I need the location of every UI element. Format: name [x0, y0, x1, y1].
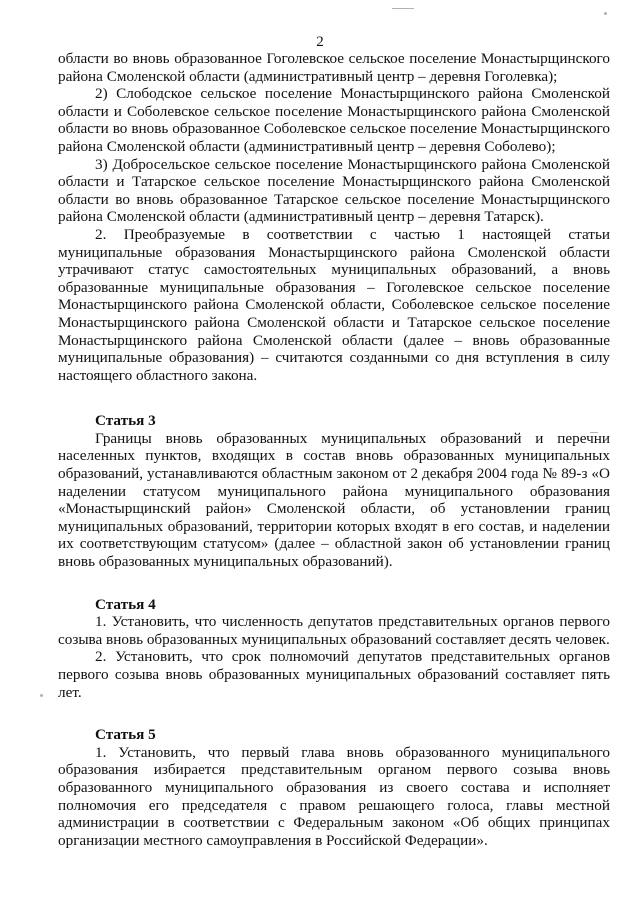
article-3-heading: Статья 3 — [95, 412, 156, 430]
spacer — [58, 571, 610, 596]
article-5-paragraph-1: 1. Установить, что первый глава вновь образованного муниципального образования избирается представительным органом первого созыва вновь образованного муниципального образования из своего состава и исполняет полномочия его председателя с правом решающего голоса, главы местной администрации в соответствии с Федеральным законом «Об общих принципах организации местного самоуправления в Российской Федерации». — [58, 743, 610, 849]
spacer — [58, 384, 610, 412]
document-body — [58, 50, 610, 849]
article-5-heading: Статья 5 — [95, 726, 156, 744]
article-4-heading: Статья 4 — [95, 595, 156, 613]
paragraph-item-3: 3) Добросельское сельское поселение Монастырщинского района Смоленской области и Татарское сельское поселение Монастырщинского района Смоленской области во вновь образованное Татарское сельское поселение Монастырщинского района Смоленской области (административный центр – деревня Татарск). — [58, 155, 610, 226]
paragraph-intro-continuation: области во вновь образованное Гоголевское сельское поселение Монастырщинского района Смоленской области (административный центр – деревня Гоголевка); — [58, 50, 610, 85]
article-4-paragraph-1: 1. Установить, что численность депутатов представительных органов первого созыва вновь образованных муниципальных образований составляет десять человек. — [58, 613, 610, 648]
spacer — [58, 701, 610, 726]
paragraph-part-2: 2. Преобразуемые в соответствии с частью 1 настоящей статьи муниципальные образования Монастырщинского района Смоленской области утрачивают статус самостоятельных муниципальных образований, а вновь образованные муниципальные образования – Гоголевское сельское поселение Монастырщинского района Смоленской области, Соболевское сельское поселение Монастырщинского района Смоленской области и Татарское сельское поселение Монастырщинского района Смоленской области (далее – вновь образованные муниципальные образования) – считаются созданными со дня вступления в силу настоящего областного закона. — [58, 225, 610, 384]
scan-artifact-top — [392, 8, 414, 9]
article-3-paragraph: Границы вновь образованных муниципальных образований и перечни населенных пунктов, входящих в состав вновь образованных муниципальных образований, устанавливаются областным законом от 2 декабря 2004 года № 89-з «О наделении статусом муниципального района муниципального образования «Монастырщинский район» Смоленской области, об установлении границ муниципальных образований, территории которых входят в его состав, и наделении их соответствующим статусом» (далее – областной закон об установлении границ вновь образованных муниципальных образований). — [58, 429, 610, 571]
article-4-paragraph-2: 2. Установить, что срок полномочий депутатов представительных органов первого созыва вновь образованных муниципальных образований составляет пять лет. — [58, 648, 610, 701]
paragraph-item-2: 2) Слободское сельское поселение Монастырщинского района Смоленской области и Соболевское сельское поселение Монастырщинского района Смоленской области во вновь образованное Соболевское сельское поселение Монастырщинского района Смоленской области (административный центр – деревня Соболево); — [58, 85, 610, 155]
scan-artifact-margin — [40, 694, 43, 697]
page-number: 2 — [316, 34, 324, 50]
scan-artifact-corner — [604, 12, 607, 15]
